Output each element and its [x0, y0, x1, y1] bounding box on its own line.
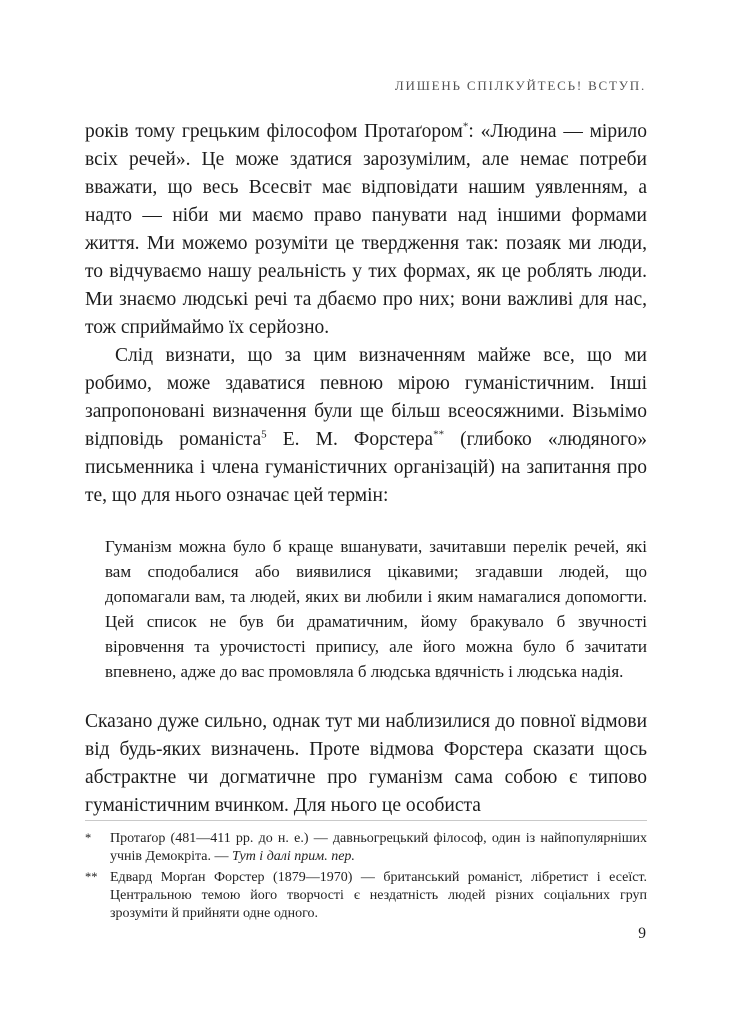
footnote-ref-asterisk: *	[462, 120, 469, 133]
page-number: 9	[638, 925, 646, 942]
text-run: Едвард Морґан Форстер (1879—1970) — британський романіст, лібретист і есеїст. Центральною темою його творчості є нездатність людей різних соціальних груп зрозуміти й прийняти одне одного.	[110, 870, 647, 921]
paragraph-1	[85, 118, 647, 342]
text-run: : «Людина — мірило всіх речей». Це може здатися зарозумілим, але немає потреби вважати, що весь Всесвіт має відповідати нашим уявленням, а надто — ніби ми маємо право панувати над іншими формами життя. Ми можемо розуміти це твердження так: позаяк ми люди, то відчуваємо нашу реальність у тих формах, як це роблять люди. Ми знаємо людські речі та дбаємо про них; вони важливі для нас, тож сприймаймо їх серйозно.	[85, 121, 647, 338]
quote-text: Гуманізм можна було б краще вшанувати, зачитавши перелік речей, які вам сподобалися або виявилися цікавими; згадавши людей, що допомагали вам, та людей, яких ви любили і яким намагалися допомогти. Цей список не був би драматичним, йому бракувало б звучності віровчення та урочистості припису, але його можна було б зачитати впевнено, адже до вас промовляла б людська вдячність і людська надія.	[105, 537, 647, 681]
footnote-text	[110, 869, 647, 923]
text-run: Протаґор (481—411 рр. до н. е.) — давньогрецький філософ, один із найпопулярніших учнів Демокріта. —	[110, 831, 647, 864]
text-run: Е. М. Форстера	[266, 429, 434, 450]
footnote-marker: **	[85, 870, 98, 884]
text-run: років тому грецьким філософом Протаґором	[85, 121, 463, 142]
text-run: Слід визнати, що за цим визначенням майже все, що ми робимо, може здаватися певною мірою гуманістичним. Інші запропоновані визначення були ще більш всеосяжними. Візьмімо відповідь романіста	[85, 345, 647, 450]
footnote-1	[85, 830, 647, 866]
endnote-ref-5: 5	[261, 428, 267, 441]
text-run: Сказано дуже сильно, однак тут ми наблизилися до повної відмови від будь-яких визначень. Проте відмова Форстера сказати щось абстрактне чи догматичне про гуманізм сама собою є типово гуманістичним вчинком. Для нього це особиста	[85, 711, 647, 816]
paragraph-3	[85, 708, 647, 820]
footnote-ref-double-asterisk: **	[433, 428, 445, 441]
paragraph-2	[85, 342, 647, 510]
body-text	[85, 118, 647, 820]
footnote-2	[85, 869, 647, 923]
footnotes-section	[85, 820, 647, 926]
footnote-text	[110, 830, 647, 866]
text-run: (глибоко «людяного» письменника і члена гуманістичних організацій) на запитання про те, що для нього означає цей термін:	[85, 429, 647, 506]
running-header: ЛИШЕНЬ СПІЛКУЙТЕСЬ! ВСТУП.	[394, 78, 646, 93]
translator-note: Тут і далі прим. пер.	[232, 849, 355, 864]
block-quote	[105, 534, 647, 684]
footnote-marker: *	[85, 831, 92, 845]
page-content	[85, 118, 647, 921]
